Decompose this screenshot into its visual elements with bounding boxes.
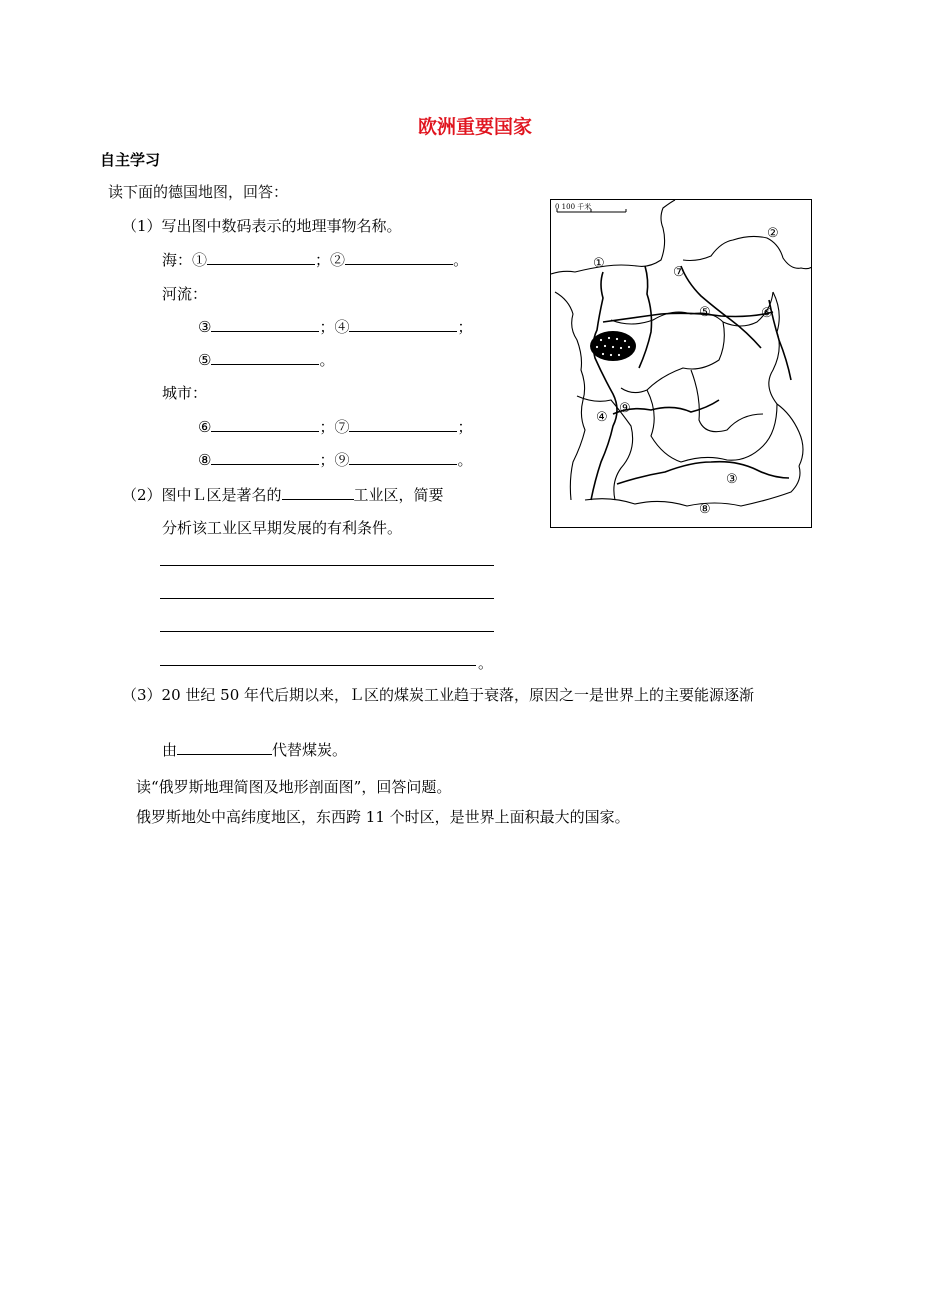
germany-map xyxy=(550,199,812,528)
map-marker-7: ⑦ xyxy=(673,265,685,280)
marker-3: ③ xyxy=(198,318,212,336)
marker-7: ⑦ xyxy=(334,418,350,436)
q2-line-2: 分析该工业区早期发展的有利条件。 xyxy=(162,519,403,537)
marker-2: ② xyxy=(330,251,346,269)
answer-line-2[interactable] xyxy=(160,598,494,599)
section-heading: 自主学习 xyxy=(100,151,161,169)
q2-line-1 xyxy=(122,484,444,505)
marker-4: ④ xyxy=(334,318,350,336)
map-marker-1: ① xyxy=(593,256,605,271)
q3-line-1: （3）20 世纪 50 年代后期以来，Ｌ区的煤炭工业趋于衰落，原因之一是世界上的主要能源逐渐 xyxy=(122,686,755,704)
elbe-river xyxy=(681,266,761,348)
q3-suffix: 代替煤炭。 xyxy=(272,741,348,759)
separator: ； xyxy=(319,418,335,436)
q2-period: 。 xyxy=(478,654,494,672)
blank-river-4[interactable] xyxy=(349,317,457,332)
marker-8: ⑧ xyxy=(198,451,212,469)
blank-city-6[interactable] xyxy=(211,417,319,432)
river-label: 河流： xyxy=(162,285,208,303)
ruhr-industrial-zone xyxy=(590,331,636,361)
period: 。 xyxy=(319,351,335,369)
rhine-river xyxy=(591,272,617,500)
answer-line-1[interactable] xyxy=(160,565,494,566)
period: 。 xyxy=(457,451,473,469)
scale-bar xyxy=(555,202,626,212)
q1-river-row-2 xyxy=(198,349,334,370)
sea-label: 海： xyxy=(162,251,193,269)
blank-energy[interactable] xyxy=(177,740,272,755)
map-marker-2: ② xyxy=(767,226,779,241)
marker-9: ⑨ xyxy=(334,451,350,469)
coastline-north xyxy=(551,200,675,274)
separator: ； xyxy=(319,451,335,469)
answer-line-4[interactable] xyxy=(160,665,476,666)
scale-label: 0 100 千米 xyxy=(555,203,592,211)
danube-river xyxy=(617,462,789,484)
city-label: 城市： xyxy=(162,384,208,402)
blank-river-3[interactable] xyxy=(211,317,319,332)
q1-prompt: （1）写出图中数码表示的地理事物名称。 xyxy=(122,217,402,235)
marker-1: ① xyxy=(192,251,208,269)
q1-city-row-2 xyxy=(198,449,473,470)
q2-prompt-end: 工业区，简要 xyxy=(353,486,444,504)
state-border-5 xyxy=(691,370,763,432)
canal xyxy=(603,312,773,322)
period: 。 xyxy=(453,251,469,269)
answer-line-3[interactable] xyxy=(160,631,494,632)
q3-prefix: 由 xyxy=(162,741,178,759)
q1-sea-row xyxy=(162,249,468,270)
blank-sea-2[interactable] xyxy=(345,250,453,265)
q1-river-row-1 xyxy=(198,316,473,337)
separator: ； xyxy=(315,251,331,269)
map-marker-4: ④ xyxy=(596,410,608,425)
q2-prompt-start: （2）图中Ｌ区是著名的 xyxy=(122,486,282,504)
border-east xyxy=(769,292,803,466)
intro-text: 读下面的德国地图，回答： xyxy=(108,183,289,201)
blank-city-9[interactable] xyxy=(349,450,457,465)
separator: ； xyxy=(457,318,473,336)
map-marker-9: ⑨ xyxy=(619,401,631,416)
page-title: 欧洲重要国家 xyxy=(417,116,532,138)
blank-city-7[interactable] xyxy=(349,417,457,432)
map-marker-3: ③ xyxy=(726,472,738,487)
marker-5: ⑤ xyxy=(198,351,212,369)
blank-sea-1[interactable] xyxy=(207,250,315,265)
blank-industrial-zone[interactable] xyxy=(282,485,354,500)
map-marker-8: ⑧ xyxy=(699,502,711,517)
q3-line-2 xyxy=(162,739,347,760)
border-south xyxy=(585,466,800,506)
separator: ； xyxy=(319,318,335,336)
coastline-baltic xyxy=(683,236,812,268)
map-marker-5: ⑤ xyxy=(699,305,711,320)
blank-city-8[interactable] xyxy=(211,450,319,465)
blank-river-5[interactable] xyxy=(211,350,319,365)
russia-line-2: 俄罗斯地处中高纬度地区，东西跨 11 个时区，是世界上面积最大的国家。 xyxy=(136,808,630,826)
separator: ； xyxy=(457,418,473,436)
q1-city-row-1 xyxy=(198,416,473,437)
state-border-2 xyxy=(647,390,777,462)
russia-line-1: 读“俄罗斯地理简图及地形剖面图”，回答问题。 xyxy=(136,778,452,796)
marker-6: ⑥ xyxy=(198,418,212,436)
map-marker-6: ⑥ xyxy=(761,306,773,321)
border-west xyxy=(555,292,585,500)
